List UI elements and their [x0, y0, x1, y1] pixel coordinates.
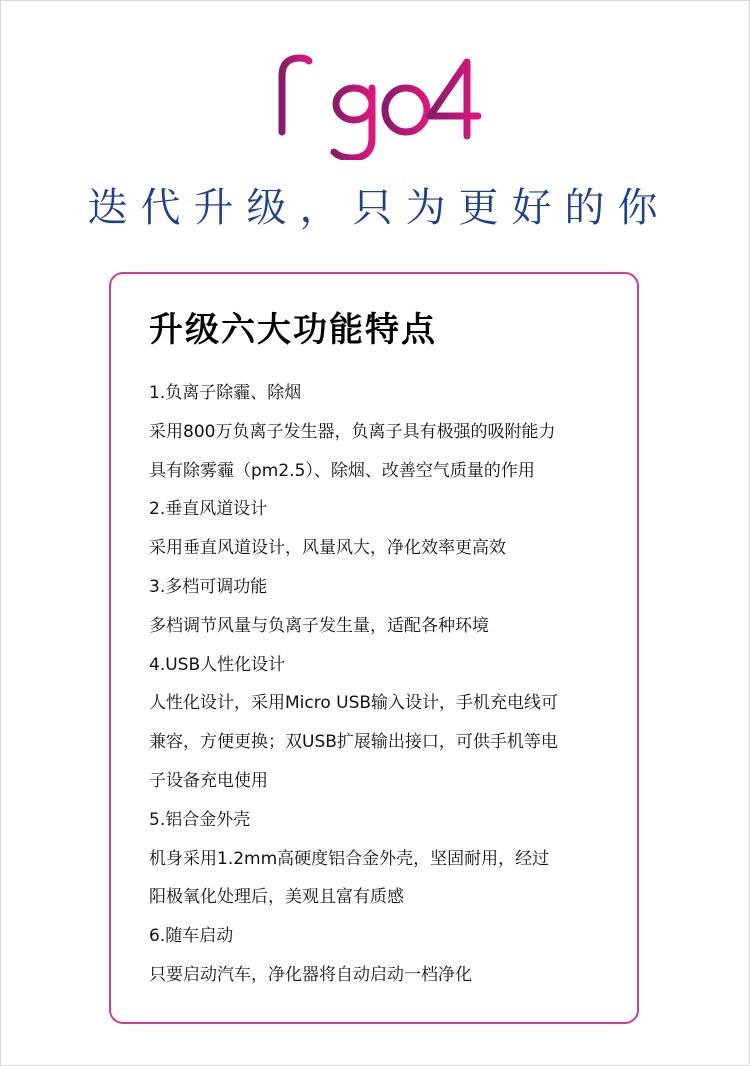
- feature-heading-4: 4.USB人性化设计: [149, 654, 286, 675]
- brand-logo: [0, 40, 750, 160]
- figo4-logo-graphic: [260, 40, 490, 160]
- feature-heading-5: 5.铝合金外壳: [149, 809, 251, 830]
- slogan: 迭代升级，只为更好的你: [87, 185, 671, 231]
- feature-card: [109, 272, 639, 1024]
- feature-text: 阳极氧化处理后，美观且富有质感: [149, 887, 404, 908]
- feature-text: 人性化设计，采用Micro USB输入设计，手机充电线可: [149, 693, 559, 714]
- feature-text: 多档调节风量与负离子发生量，适配各种环境: [149, 615, 489, 636]
- card-title: 升级六大功能特点: [149, 310, 437, 350]
- feature-heading-6: 6.随车启动: [149, 926, 234, 947]
- feature-list: [149, 374, 619, 995]
- feature-heading-3: 3.多档可调功能: [149, 576, 268, 597]
- feature-text: 机身采用1.2mm高硬度铝合金外壳，坚固耐用，经过: [149, 848, 550, 869]
- feature-text: 子设备充电使用: [149, 770, 268, 791]
- feature-text: 只要启动汽车，净化器将自动启动一档净化: [149, 964, 472, 985]
- feature-text: 具有除雾霾（pm2.5）、除烟、改善空气质量的作用: [149, 460, 535, 481]
- feature-text: 兼容，方便更换；双USB扩展输出接口，可供手机等电: [149, 732, 558, 753]
- feature-heading-1: 1.负离子除霾、除烟: [149, 383, 302, 403]
- feature-text: 采用800万负离子发生器，负离子具有极强的吸附能力: [149, 421, 556, 442]
- feature-heading-2: 2.垂直风道设计: [149, 499, 268, 520]
- feature-text: 采用垂直风道设计，风量风大，净化效率更高效: [149, 538, 506, 559]
- svg-text:figo4: figo4: [260, 40, 263, 41]
